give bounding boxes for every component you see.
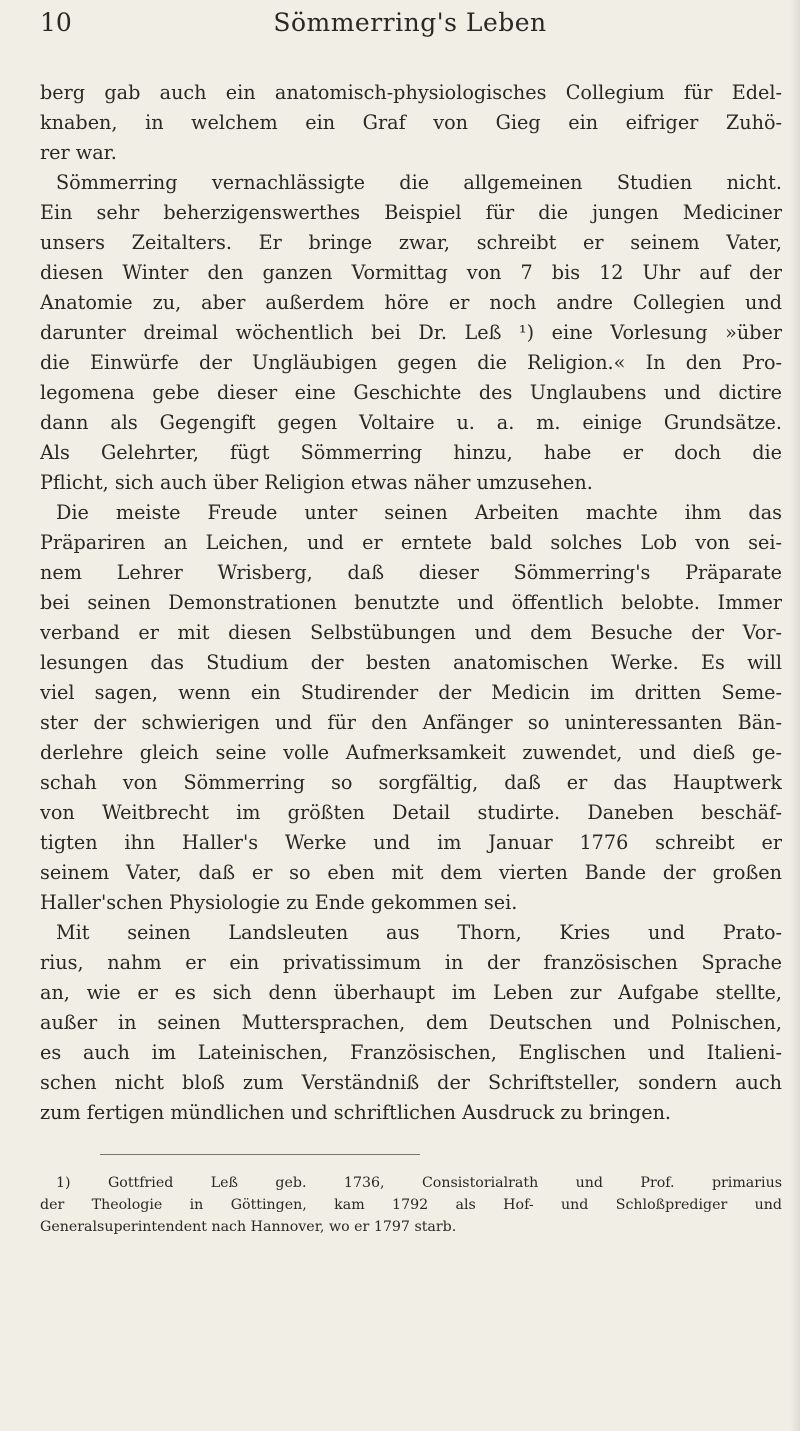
text-line: zum fertigen mündlichen und schriftlichen Ausdruck zu bringen. xyxy=(40,1101,672,1124)
text-line: außer in seinen Muttersprachen, dem Deutschen und Polnischen, xyxy=(40,1011,782,1034)
text-line: Sömmerring vernachlässigte die allgemeinen Studien nicht. xyxy=(56,171,782,194)
text-line: schen nicht bloß zum Verständniß der Schriftsteller, sondern auch xyxy=(40,1071,782,1094)
text-line: dann als Gegengift gegen Voltaire u. a. m. einige Grundsätze. xyxy=(40,411,782,434)
text-line: rer war. xyxy=(40,141,117,164)
text-line: Die meiste Freude unter seinen Arbeiten machte ihm das xyxy=(56,501,782,524)
text-line: von Weitbrecht im größten Detail studirte. Daneben beschäf- xyxy=(40,801,782,824)
text-line: legomena gebe dieser eine Geschichte des Unglaubens und dictire xyxy=(40,381,782,404)
text-line: darunter dreimal wöchentlich bei Dr. Leß ¹) eine Vorlesung »über xyxy=(40,321,782,344)
text-line: schah von Sömmerring so sorgfältig, daß er das Hauptwerk xyxy=(40,771,782,794)
text-line: viel sagen, wenn ein Studirender der Medicin im dritten Seme- xyxy=(40,681,782,704)
text-line: Anatomie zu, aber außerdem höre er noch andre Collegien und xyxy=(40,291,782,314)
body-text xyxy=(40,78,782,1128)
text-line: Als Gelehrter, fügt Sömmerring hinzu, habe er doch die xyxy=(40,441,782,464)
text-line: tigten ihn Haller's Werke und im Januar 1776 schreibt er xyxy=(40,831,782,854)
text-line: berg gab auch ein anatomisch-physiologisches Collegium für Edel- xyxy=(40,81,782,104)
text-line: ster der schwierigen und für den Anfänger so uninteressanten Bän- xyxy=(40,711,782,734)
text-line: Ein sehr beherzigenswerthes Beispiel für die jungen Mediciner xyxy=(40,201,782,224)
text-line: bei seinen Demonstrationen benutzte und öffentlich belobte. Immer xyxy=(40,591,782,614)
footnote-line: 1) Gottfried Leß geb. 1736, Consistorialrath und Prof. primarius xyxy=(56,1175,782,1191)
text-line: verband er mit diesen Selbstübungen und dem Besuche der Vor- xyxy=(40,621,782,644)
page-number: 10 xyxy=(40,8,72,37)
page-header xyxy=(40,8,780,48)
footnote-line: der Theologie in Göttingen, kam 1792 als Hof- und Schloßprediger und xyxy=(40,1197,782,1213)
text-line: Präpariren an Leichen, und er erntete bald solches Lob von sei- xyxy=(40,531,782,554)
text-line: es auch im Lateinischen, Französischen, Englischen und Italieni- xyxy=(40,1041,782,1064)
text-line: derlehre gleich seine volle Aufmerksamkeit zuwendet, und dieß ge- xyxy=(40,741,782,764)
text-line: Pflicht, sich auch über Religion etwas näher umzusehen. xyxy=(40,471,593,494)
text-line: unsers Zeitalters. Er bringe zwar, schreibt er seinem Vater, xyxy=(40,231,782,254)
text-line: Mit seinen Landsleuten aus Thorn, Kries und Prato- xyxy=(56,921,782,944)
running-head: Sömmerring's Leben xyxy=(273,8,547,37)
page-edge-shadow xyxy=(790,0,800,1431)
text-line: seinem Vater, daß er so eben mit dem vierten Bande der großen xyxy=(40,861,782,884)
footnote-divider xyxy=(100,1154,420,1155)
text-line: nem Lehrer Wrisberg, daß dieser Sömmerring's Präparate xyxy=(40,561,782,584)
text-line: lesungen das Studium der besten anatomischen Werke. Es will xyxy=(40,651,782,674)
text-line: Haller'schen Physiologie zu Ende gekommen sei. xyxy=(40,891,518,914)
footnote-line: Generalsuperintendent nach Hannover, wo er 1797 starb. xyxy=(40,1219,457,1235)
text-line: die Einwürfe der Ungläubigen gegen die Religion.« In den Pro- xyxy=(40,351,782,374)
text-line: knaben, in welchem ein Graf von Gieg ein eifriger Zuhö- xyxy=(40,111,782,134)
text-line: an, wie er es sich denn überhaupt im Leben zur Aufgabe stellte, xyxy=(40,981,782,1004)
footnote xyxy=(40,1172,782,1238)
text-line: rius, nahm er ein privatissimum in der französischen Sprache xyxy=(40,951,782,974)
text-line: diesen Winter den ganzen Vormittag von 7 bis 12 Uhr auf der xyxy=(40,261,782,284)
